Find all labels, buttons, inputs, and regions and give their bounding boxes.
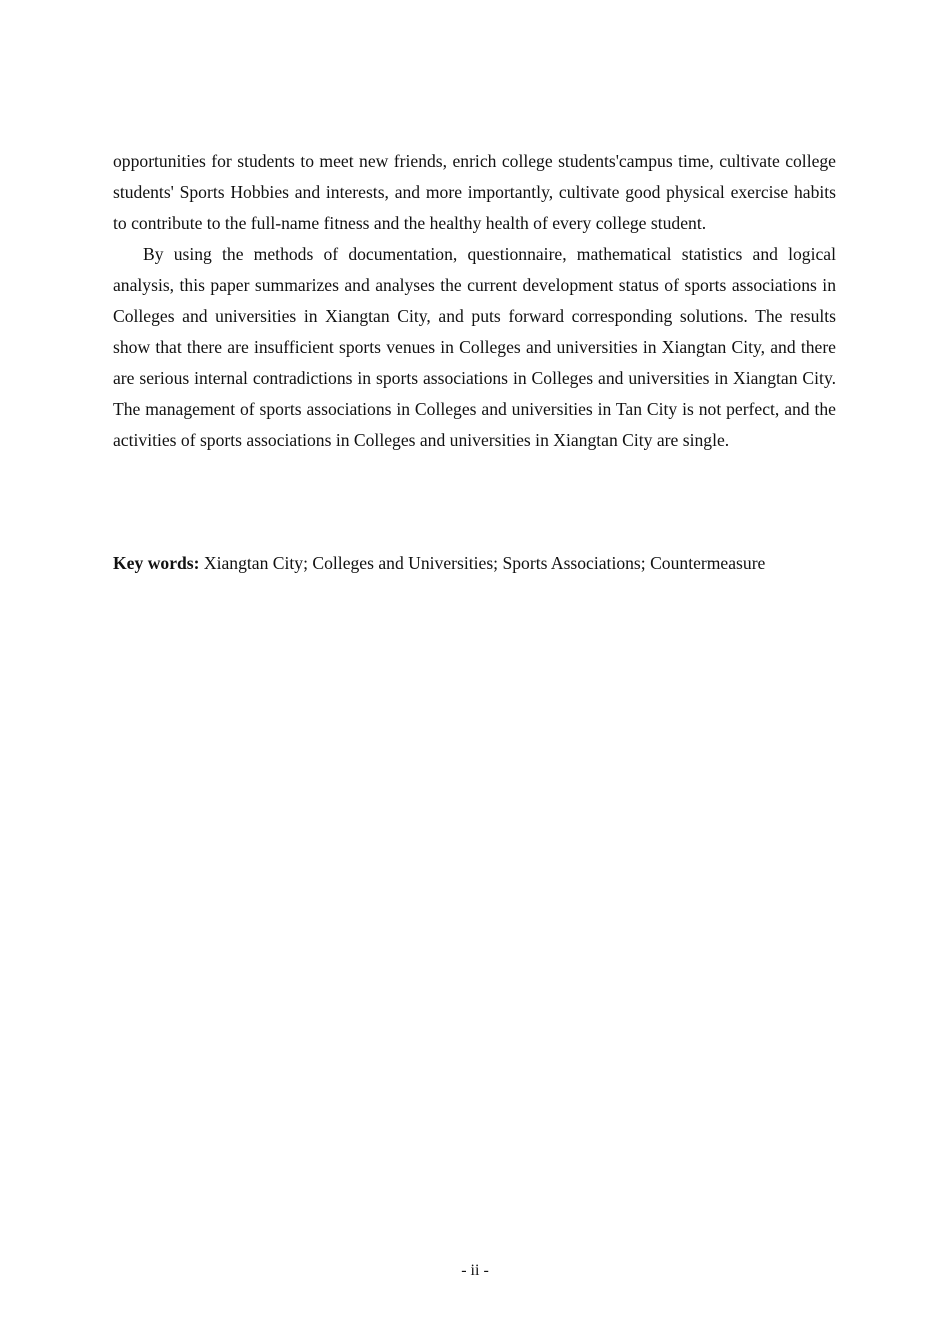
page-number: - ii - <box>461 1262 489 1279</box>
keywords-text: Xiangtan City; Colleges and Universities; Sports Associations; Countermeasure <box>199 553 766 573</box>
abstract-paragraph-methods: By using the methods of documentation, questionnaire, mathematical statistics and logical analysis, this paper summarizes and analyses the current development status of sports associations in Colleges and universities in Xiangtan City, and puts forward corresponding solutions. The results show that there are insufficient sports venues in Colleges and universities in Xiangtan City, and there are serious internal contradictions in sports associations in Colleges and universities in Xiangtan City. The management of sports associations in Colleges and universities in Tan City is not perfect, and the activities of sports associations in Colleges and universities in Xiangtan City are single. <box>113 244 836 450</box>
keywords-label: Key words: <box>113 553 200 573</box>
abstract-paragraph-continued: opportunities for students to meet new friends, enrich college students'campus time, cultivate college students' Sports Hobbies and interests, and more importantly, cultivate good physical exercise habits to contribute to the full-name fitness and the healthy health of every college student. <box>113 151 836 233</box>
abstract-body <box>113 146 836 456</box>
keywords-line <box>113 548 853 579</box>
